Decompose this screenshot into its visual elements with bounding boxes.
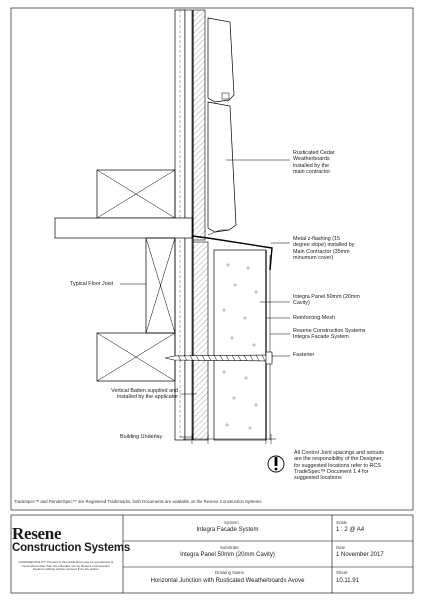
sheet-value: 10.11.91: [336, 578, 359, 584]
label-floor-joist: Typical Floor Joist: [70, 281, 114, 287]
cedar-weatherboards: [208, 18, 236, 232]
sheet-label: Sheet: [336, 570, 348, 575]
scale-value: 1 : 2 @ A4: [336, 527, 365, 533]
floor-plate: [55, 218, 192, 238]
control-joint-note: All Control Joint spacings and setouts are the responsibility of the Designer, for suggested locations refer to RCS TradeSpec™ Document 1.4 for suggested locations: [294, 450, 384, 482]
label-vertical-batten: Vertical Batten supplied and installed by the applicator: [111, 388, 178, 401]
trademark-footer: TradeSpec™ and RenderSpec™ are Registered Trademarks, both Documents are available on the Resene Construction Systems: [14, 499, 262, 504]
logo-construction-systems: Construction Systems: [12, 542, 131, 554]
label-reinforcing-mesh: Reinforcing Mesh: [293, 315, 335, 321]
upper-joist-block: [97, 170, 175, 218]
logo-resene: Resene: [12, 524, 62, 543]
floor-joist: [146, 238, 175, 333]
integra-panel: [214, 250, 270, 440]
date-value: 1 November 2017: [336, 552, 384, 558]
label-integra-panel: Integra Panel 50mm (20mm Cavity): [293, 294, 360, 307]
warning-icon: [268, 456, 284, 472]
label-fastener: Fastener: [293, 352, 315, 358]
system-value: Integra Facade System: [196, 527, 259, 533]
label-cedar-weatherboards: Rusticated Cedar Weatherboards installed by the main contractor: [293, 150, 335, 175]
label-building-underlay: Building Underlay: [120, 434, 163, 440]
label-facade-system: Resene Construction Systems Integra Facade System: [293, 328, 366, 341]
lower-joist-block: [97, 333, 175, 381]
label-z-flashing: Metal z-flashing (15 degree slope) installed by Main Contractor (35mm minumum cover): [293, 236, 355, 261]
substrate-label: Substrate: [220, 545, 239, 550]
substrate-value: Integra Panel 50mm (20mm Cavity): [180, 552, 275, 558]
date-label: Date: [336, 545, 346, 550]
drawing-name-value: Horizontal Junction with Rusticated Weatherboards Avove: [150, 578, 305, 584]
drawing-name-label: Drawing Name: [215, 570, 245, 575]
system-label: System: [224, 520, 239, 525]
confidentiality-notice: CONFIDENTIALITY: No part of this publication may be reproduced or transmitted other than the intended use by Resene Construction Systems without written consent from the author.: [18, 560, 114, 572]
lower-batten: [193, 242, 208, 440]
upper-batten: [193, 10, 205, 240]
scale-label: Scale: [336, 520, 347, 525]
